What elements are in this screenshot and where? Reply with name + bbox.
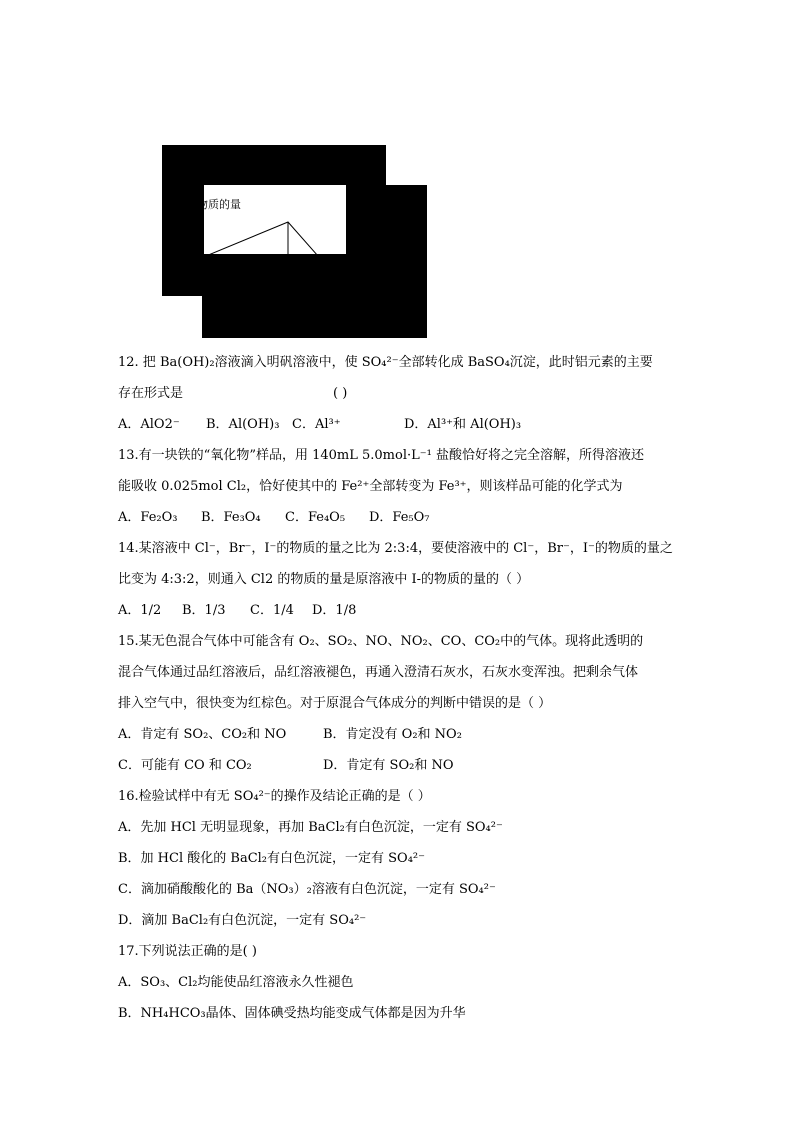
- q16-option-b: B．加 HCl 酸化的 BaCl₂有白色沉淀，一定有 SO₄²⁻: [118, 851, 425, 866]
- question-list: [118, 347, 678, 1029]
- q13-option-d: D．Fe₅O₇: [369, 510, 430, 525]
- q12-option-d: D．Al³⁺和 Al(OH)₃: [404, 417, 522, 432]
- chart-ylabel-fragment: 淀的物质的量: [175, 198, 241, 211]
- q15-option-c: C．可能有 CO 和 CO₂: [118, 758, 252, 773]
- q15-option-d: D．肯定有 SO₂和 NO: [323, 758, 454, 773]
- q16-option-c: C．滴加硝酸酸化的 Ba（NO₃）₂溶液有白色沉淀，一定有 SO₄²⁻: [118, 882, 496, 897]
- q14-options: [118, 595, 678, 626]
- q14-option-c: C．1/4: [250, 603, 294, 618]
- q17-option-b: B．NH₄HCO₃晶体、固体碘受热均能变成气体都是因为升华: [118, 1006, 466, 1021]
- q16-line1: 16.检验试样中有无 SO₄²⁻的操作及结论正确的是（ ）: [118, 789, 431, 804]
- chart-plot: [0, 0, 794, 345]
- q12-option-a: A．AlO2⁻: [118, 417, 180, 432]
- q13-option-a: A．Fe₂O₃: [118, 510, 178, 525]
- q14-option-a: A．1/2: [118, 603, 162, 618]
- q17-option-a: A．SO₃、Cl₂均能使品红溶液永久性褪色: [118, 975, 354, 990]
- q13-option-b: B．Fe₃O₄: [201, 510, 261, 525]
- q14-line1: 14.某溶液中 Cl⁻，Br⁻，I⁻的物质的量之比为 2:3:4，要使溶液中的 Cl⁻，Br⁻，I⁻的物质的量之: [118, 541, 673, 556]
- q16-option-a: A．先加 HCl 无明显现象，再加 BaCl₂有白色沉淀，一定有 SO₄²⁻: [118, 820, 503, 835]
- q12-option-c: C．Al³⁺: [292, 417, 341, 432]
- q15-line2: 混合气体通过品红溶液后，品红溶液褪色，再通入澄清石灰水，石灰水变浑浊。把剩余气体: [118, 665, 639, 680]
- q12-line1: 12. 把 Ba(OH)₂溶液滴入明矾溶液中，使 SO₄²⁻全部转化成 BaSO₄沉淀，此时铝元素的主要: [118, 355, 653, 370]
- q12-option-b: B．Al(OH)₃: [206, 417, 280, 432]
- q14-option-d: D．1/8: [312, 603, 357, 618]
- q13-line1: 13.有一块铁的“氧化物”样品，用 140mL 5.0mol·L⁻¹ 盐酸恰好将之完全溶解，所得溶液还: [118, 448, 644, 463]
- q15-options-ab: [118, 719, 678, 750]
- redacted-chart-figure: [0, 0, 794, 345]
- q12-answer-paren: ( ): [333, 386, 348, 401]
- q15-line3: 排入空气中，很快变为红棕色。对于原混合气体成分的判断中错误的是（ ）: [118, 696, 552, 711]
- q13-option-c: C．Fe₄O₅: [285, 510, 346, 525]
- q13-line2: 能吸收 0.025mol Cl₂，恰好使其中的 Fe²⁺全部转变为 Fe³⁺，则该样品可能的化学式为: [118, 479, 623, 494]
- q12-options: [118, 409, 678, 440]
- q13-options: [118, 502, 678, 533]
- q14-option-b: B．1/3: [182, 603, 226, 618]
- q14-line2: 比变为 4:3:2，则通入 Cl2 的物质的量是原溶液中 I-的物质的量的（ ）: [118, 572, 530, 587]
- q17-line1: 17.下列说法正确的是( ): [118, 944, 257, 959]
- q16-option-d: D．滴加 BaCl₂有白色沉淀，一定有 SO₄²⁻: [118, 913, 367, 928]
- q15-option-b: B．肯定没有 O₂和 NO₂: [323, 727, 462, 742]
- q12-line2: [118, 378, 678, 409]
- q15-options-cd: [118, 750, 678, 781]
- q15-option-a: A．肯定有 SO₂、CO₂和 NO: [118, 727, 287, 742]
- chart-line: [206, 222, 318, 256]
- q15-line1: 15.某无色混合气体中可能含有 O₂、SO₂、NO、NO₂、CO、CO₂中的气体。现将此透明的: [118, 634, 644, 649]
- q12-stem-end: 存在形式是: [118, 386, 184, 401]
